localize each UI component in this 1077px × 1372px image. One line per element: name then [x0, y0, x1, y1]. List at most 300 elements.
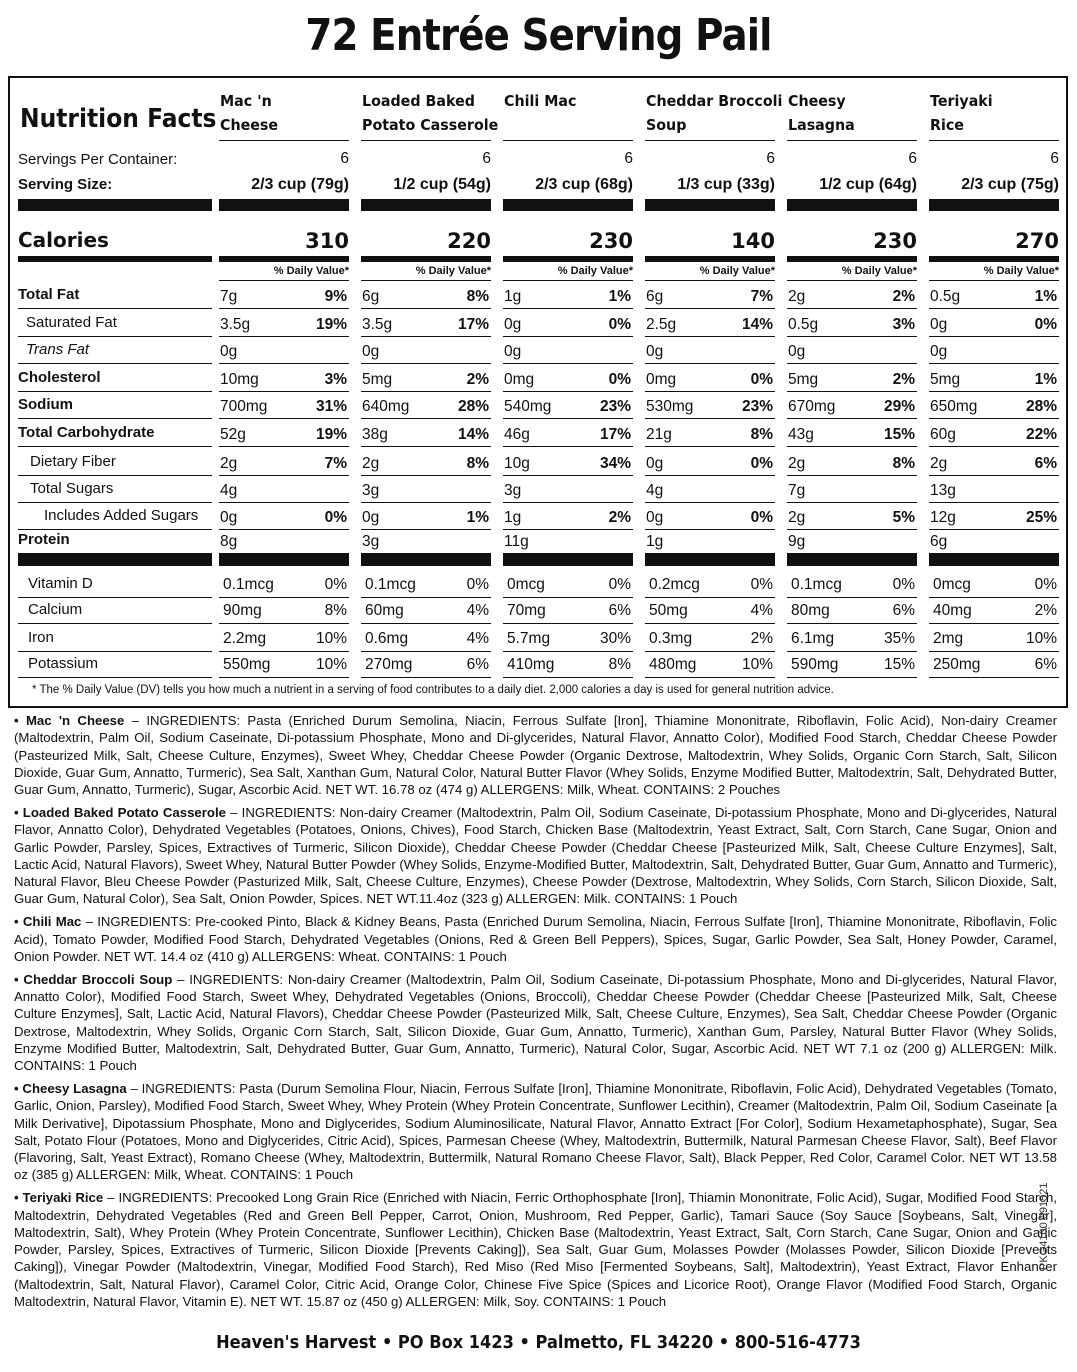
row-divider — [18, 502, 212, 503]
medium-rule — [645, 256, 775, 262]
vitamin-amount: 2mg — [933, 630, 964, 647]
nutrient-amount: 5mg — [930, 371, 961, 388]
ingredient-text: – INGREDIENTS: Pasta (Enriched Durum Semolina, Niacin, Ferrous Sulfate [Iron], Thiamine Mononitrate, Riboflavin, Folic Acid), Non-dairy Creamer (Maltodextrin, Palm Oil, Sodium Caseinate, Di-potassium Phosphate, Mono and Di-glycerides, Natural Flavor, Annatto Color), Modified Food Starch, Cheddar Cheese Powder (Pasteurized Milk, Salt, Cheese Culture, Enzymes), Sweet Whey, Cheddar Cheese Powder (Organic Dextrose, Maltodextrin, Whey Solids, Organic Corn Starch, Salt, Silicon Dioxide, Guar Gum, Annatto, Turmeric), Sea Salt, Xanthan Gum, Natural Color, Natural Butter Flavor (Whey Solids, Enzyme Modified Butter, Maltodextrin, Salt, Dehydrated Butter, Guar Gum, Annatto, Turmeric), Sugar, Ascorbic Acid. NET WT. 16.78 oz (474 g) ALLERGENS: Milk, Wheat. CONTAINS: 2 Pouches — [14, 713, 1057, 798]
nutrient-percent: 28% — [457, 398, 489, 415]
thick-rule — [645, 554, 775, 566]
row-divider — [18, 363, 212, 364]
nutrient-amount: 21g — [646, 426, 672, 443]
vitamin-amount: 550mg — [223, 656, 271, 673]
nutrient-amount: 60g — [930, 426, 956, 443]
thick-rule — [361, 554, 491, 566]
row-divider — [361, 529, 491, 530]
nutrient-percent: 1% — [1034, 371, 1057, 388]
ingredient-product-name: • Cheesy Lasagna — [14, 1080, 127, 1096]
serving-size-value: 1/2 cup (64g) — [819, 176, 917, 193]
vitamin-percent: 2% — [750, 630, 773, 647]
row-divider — [787, 597, 917, 598]
row-divider — [787, 502, 917, 503]
vitamin-amount: 6.1mg — [791, 630, 835, 647]
vitamin-amount: 80mg — [791, 602, 830, 619]
header-rule — [361, 140, 491, 141]
row-divider — [503, 280, 633, 281]
nutrient-percent: 14% — [741, 316, 773, 333]
vitamin-amount: 50mg — [649, 602, 688, 619]
nutrition-facts-heading: Nutrition Facts — [20, 104, 217, 134]
row-divider — [503, 336, 633, 337]
vitamin-amount: 0.3mg — [649, 630, 693, 647]
ingredient-product-name: • Mac 'n Cheese — [14, 713, 125, 728]
servings-value: 6 — [340, 150, 349, 167]
nutrient-amount: 2g — [788, 509, 806, 526]
medium-rule — [787, 256, 917, 262]
thick-rule — [361, 199, 491, 211]
nutrient-percent: 17% — [599, 426, 631, 443]
row-divider — [929, 308, 1059, 309]
vitamin-percent: 0% — [608, 576, 631, 593]
row-divider — [645, 623, 775, 624]
nutrient-amount: 0g — [362, 509, 380, 526]
thick-rule — [787, 554, 917, 566]
row-divider — [361, 280, 491, 281]
nutrient-amount: 700mg — [220, 398, 268, 415]
row-divider — [645, 280, 775, 281]
nutrient-amount: 0g — [930, 316, 948, 333]
vitamin-amount: 60mg — [365, 602, 404, 619]
vitamin-label: Iron — [28, 629, 54, 646]
row-divider — [361, 308, 491, 309]
serving-size-value: 1/3 cup (33g) — [677, 176, 775, 193]
row-divider — [219, 280, 349, 281]
row-divider — [361, 418, 491, 419]
vitamin-amount: 480mg — [649, 656, 697, 673]
nutrient-amount: 0mg — [504, 371, 535, 388]
nutrient-percent: 17% — [457, 316, 489, 333]
nutrient-percent: 23% — [599, 398, 631, 415]
row-divider — [503, 529, 633, 530]
ingredient-text: – INGREDIENTS: Non-dairy Creamer (Maltodextrin, Palm Oil, Sodium Caseinate, Di-potassium Phosphate, Mono and Di-glycerides, Natural Flavor, Annatto Color), Modified Food Starch, Sweet Whey, Dehydrated Vegetables (Onions, Broccoli), Cheddar Cheese Powder (Cheddar Cheese [Pasteurized Milk, Salt, Cheese Culture Enzymes], Salt, Lactic Acid, Natural Flavors), Cheddar Cheese Powder (Pasteurized Milk, Salt, Cheese Culture, Enzymes), Sea Salt, Cheddar Cheese Powder (Organic Dextrose, Maltodextrin, Whey Solids, Organic Corn Starch, Salt, Silicon Dioxide, Guar Gum, Annatto, Turmeric), Xanthan Gum, Parsley, Natural Butter Flavor (Whey Solids, Enzyme Modified Butter, Maltodextrin, Salt, Dehydrated Butter, Guar Gum, Annatto, Turmeric), Natural Color, Sugar, Ascorbic Acid. NET WT 7.1 oz (200 g) ALLERGEN: Milk. CONTAINS: 1 Pouch — [14, 971, 1057, 1074]
row-divider — [645, 308, 775, 309]
thick-rule — [219, 199, 349, 211]
product-name: Lasagna — [788, 116, 855, 134]
nutrient-amount: 0g — [504, 316, 522, 333]
nutrient-amount: 0.5g — [788, 316, 819, 333]
row-divider — [18, 651, 212, 652]
row-divider — [929, 280, 1059, 281]
nutrient-amount: 7g — [788, 482, 806, 499]
vitamin-percent: 0% — [750, 576, 773, 593]
product-name: Rice — [930, 116, 964, 134]
nutrient-label: Total Sugars — [30, 480, 114, 497]
medium-rule — [18, 256, 212, 262]
row-divider — [219, 391, 349, 392]
row-divider — [361, 363, 491, 364]
vitamin-percent: 0% — [1034, 576, 1057, 593]
servings-value: 6 — [1050, 150, 1059, 167]
product-name: Soup — [646, 116, 687, 134]
vitamin-percent: 6% — [892, 602, 915, 619]
row-divider — [361, 336, 491, 337]
row-divider — [645, 418, 775, 419]
nutrient-percent: 23% — [741, 398, 773, 415]
thick-rule — [18, 199, 212, 211]
row-divider — [18, 391, 212, 392]
row-divider — [787, 418, 917, 419]
header-rule — [645, 140, 775, 141]
row-divider — [503, 475, 633, 476]
row-divider — [503, 391, 633, 392]
product-name: Teriyaki — [930, 92, 993, 110]
nutrient-amount: 43g — [788, 426, 814, 443]
nutrient-amount: 0g — [504, 343, 522, 360]
vitamin-amount: 40mg — [933, 602, 972, 619]
nutrient-amount: 530mg — [646, 398, 694, 415]
ingredient-paragraph — [14, 1189, 1057, 1310]
header-rule — [787, 140, 917, 141]
nutrient-percent: 2% — [892, 288, 915, 305]
nutrient-amount: 3g — [362, 533, 380, 550]
nutrient-amount: 1g — [646, 533, 664, 550]
nutrient-amount: 2g — [220, 455, 238, 472]
medium-rule — [219, 256, 349, 262]
nutrient-percent: 8% — [892, 455, 915, 472]
row-divider — [929, 651, 1059, 652]
nutrient-amount: 6g — [362, 288, 380, 305]
row-divider — [787, 336, 917, 337]
nutrient-amount: 3g — [362, 482, 380, 499]
nutrient-percent: 0% — [608, 316, 631, 333]
calories-value: 140 — [731, 229, 775, 253]
vitamin-percent: 8% — [324, 602, 347, 619]
vitamin-amount: 0mcg — [933, 576, 971, 593]
nutrient-amount: 2g — [362, 455, 380, 472]
ingredient-product-name: • Teriyaki Rice — [14, 1190, 104, 1206]
calories-value: 230 — [873, 229, 917, 253]
daily-value-header: % Daily Value* — [699, 265, 775, 277]
nutrient-percent: 0% — [608, 371, 631, 388]
nutrient-percent: 0% — [750, 455, 773, 472]
nutrient-percent: 34% — [599, 455, 631, 472]
vitamin-amount: 70mg — [507, 602, 546, 619]
vitamin-percent: 6% — [608, 602, 631, 619]
vitamin-percent: 4% — [466, 630, 489, 647]
row-divider — [361, 502, 491, 503]
row-divider — [787, 280, 917, 281]
servings-value: 6 — [908, 150, 917, 167]
vitamin-percent: 6% — [1034, 656, 1057, 673]
vitamin-amount: 5.7mg — [507, 630, 551, 647]
nutrient-percent: 7% — [324, 455, 347, 472]
row-divider — [929, 446, 1059, 447]
thick-rule — [503, 199, 633, 211]
nutrient-amount: 11g — [504, 533, 529, 550]
row-divider — [18, 597, 212, 598]
vitamin-percent: 15% — [883, 656, 915, 673]
row-divider — [219, 336, 349, 337]
nutrient-percent: 0% — [750, 509, 773, 526]
row-divider — [503, 651, 633, 652]
nutrient-percent: 19% — [315, 426, 347, 443]
row-divider — [645, 475, 775, 476]
nutrient-percent: 1% — [466, 509, 489, 526]
nutrient-amount: 52g — [220, 426, 246, 443]
nutrient-amount: 0g — [220, 509, 238, 526]
row-divider — [361, 677, 491, 678]
row-divider — [219, 446, 349, 447]
nutrient-percent: 1% — [608, 288, 631, 305]
row-divider — [219, 418, 349, 419]
vitamin-percent: 35% — [883, 630, 915, 647]
thick-rule — [219, 554, 349, 566]
medium-rule — [361, 256, 491, 262]
nutrient-percent: 25% — [1025, 509, 1057, 526]
row-divider — [503, 418, 633, 419]
daily-value-header: % Daily Value* — [983, 265, 1059, 277]
nutrient-amount: 0.5g — [930, 288, 961, 305]
vitamin-amount: 0.6mg — [365, 630, 409, 647]
ingredient-product-name: • Cheddar Broccoli Soup — [14, 971, 173, 987]
servings-value: 6 — [766, 150, 775, 167]
nutrient-amount: 0g — [362, 343, 380, 360]
row-divider — [787, 529, 917, 530]
nutrient-amount: 3.5g — [220, 316, 251, 333]
nutrient-percent: 31% — [315, 398, 347, 415]
vitamin-amount: 410mg — [507, 656, 555, 673]
nutrient-label: Protein — [18, 531, 70, 548]
calories-value: 310 — [305, 229, 349, 253]
nutrient-label: Total Carbohydrate — [18, 424, 155, 441]
daily-value-header: % Daily Value* — [273, 265, 349, 277]
vitamin-label: Potassium — [28, 655, 99, 672]
row-divider — [361, 475, 491, 476]
row-divider — [503, 446, 633, 447]
row-divider — [361, 651, 491, 652]
nutrient-label: Includes Added Sugars — [44, 507, 199, 524]
medium-rule — [503, 256, 633, 262]
vitamin-percent: 10% — [741, 656, 773, 673]
header-rule — [929, 140, 1059, 141]
row-divider — [787, 391, 917, 392]
row-divider — [929, 597, 1059, 598]
nutrient-amount: 7g — [220, 288, 238, 305]
row-divider — [361, 597, 491, 598]
nutrient-percent: 0% — [750, 371, 773, 388]
product-name: Mac 'n — [220, 92, 272, 110]
row-divider — [929, 363, 1059, 364]
nutrient-amount: 2g — [930, 455, 948, 472]
row-divider — [219, 677, 349, 678]
nutrient-amount: 13g — [930, 482, 956, 499]
row-divider — [503, 363, 633, 364]
nutrient-percent: 0% — [1034, 316, 1057, 333]
nutrient-amount: 2g — [788, 288, 806, 305]
nutrient-label: Total Fat — [18, 286, 80, 303]
row-divider — [645, 502, 775, 503]
row-divider — [18, 418, 212, 419]
nutrient-amount: 4g — [220, 482, 238, 499]
row-divider — [503, 308, 633, 309]
nutrient-amount: 0g — [930, 343, 948, 360]
row-divider — [787, 651, 917, 652]
row-divider — [18, 446, 212, 447]
ingredient-product-name: • Loaded Baked Potato Casserole — [14, 804, 226, 820]
vitamin-percent: 0% — [324, 576, 347, 593]
row-divider — [219, 623, 349, 624]
thick-rule — [18, 554, 212, 566]
product-name: Cheddar Broccoli — [646, 92, 783, 110]
row-divider — [787, 677, 917, 678]
nutrient-amount: 10g — [504, 455, 530, 472]
package-code: PKG4100 091521 — [1038, 1182, 1050, 1270]
calories-value: 270 — [1015, 229, 1059, 253]
vitamin-amount: 0mcg — [507, 576, 545, 593]
nutrient-percent: 6% — [1034, 455, 1057, 472]
vitamin-amount: 0.1mcg — [223, 576, 274, 593]
row-divider — [929, 623, 1059, 624]
product-name: Chili Mac — [504, 92, 577, 110]
nutrient-percent: 15% — [883, 426, 915, 443]
nutrient-percent: 8% — [466, 455, 489, 472]
nutrient-percent: 2% — [466, 371, 489, 388]
nutrient-label: Trans Fat — [26, 341, 90, 358]
ingredient-text: – INGREDIENTS: Pre-cooked Pinto, Black & Kidney Beans, Pasta (Enriched Durum Semolina, Niacin, Ferrous Sulfate [Iron], Thiamine Mononitrate, Riboflavin, Folic Acid), Tomato Powder, Modified Food Starch, Dehydrated Vegetables (Onions, Red & Green Bell Peppers), Spices, Sugar, Garlic Powder, Sea Salt, Honey Powder, Caramel, Onion Powder. NET WT. 14.4 oz (410 g) ALLERGENS: Wheat. CONTAINS: 1 Pouch — [14, 914, 1057, 964]
nutrient-amount: 9g — [788, 533, 806, 550]
nutrient-amount: 0g — [646, 509, 664, 526]
row-divider — [787, 363, 917, 364]
row-divider — [503, 677, 633, 678]
vitamin-amount: 0.1mcg — [791, 576, 842, 593]
vitamin-percent: 8% — [608, 656, 631, 673]
row-divider — [645, 529, 775, 530]
vitamin-percent: 4% — [466, 602, 489, 619]
nutrient-amount: 670mg — [788, 398, 836, 415]
ingredient-product-name: • Chili Mac — [14, 914, 82, 930]
nutrient-amount: 2g — [788, 455, 806, 472]
servings-value: 6 — [482, 150, 491, 167]
row-divider — [18, 529, 212, 530]
row-divider — [18, 308, 212, 309]
daily-value-header: % Daily Value* — [415, 265, 491, 277]
row-divider — [18, 336, 212, 337]
row-divider — [929, 502, 1059, 503]
product-name: Cheese — [220, 116, 279, 134]
vitamin-amount: 0.2mcg — [649, 576, 700, 593]
vitamin-percent: 2% — [1034, 602, 1057, 619]
vitamin-amount: 90mg — [223, 602, 262, 619]
nutrient-label: Sodium — [18, 396, 73, 413]
thick-rule — [503, 554, 633, 566]
row-divider — [503, 597, 633, 598]
nutrient-amount: 650mg — [930, 398, 978, 415]
vitamin-percent: 4% — [750, 602, 773, 619]
nutrient-amount: 5mg — [362, 371, 393, 388]
nutrient-percent: 22% — [1025, 426, 1057, 443]
vitamin-percent: 10% — [315, 630, 347, 647]
row-divider — [645, 391, 775, 392]
nutrient-amount: 0g — [646, 455, 664, 472]
row-divider — [645, 677, 775, 678]
nutrient-amount: 0g — [788, 343, 806, 360]
vitamin-amount: 270mg — [365, 656, 413, 673]
ingredient-paragraph — [14, 804, 1057, 908]
ingredient-paragraph — [14, 971, 1057, 1075]
nutrient-amount: 640mg — [362, 398, 410, 415]
row-divider — [361, 623, 491, 624]
nutrient-percent: 3% — [324, 371, 347, 388]
nutrient-amount: 0g — [646, 343, 664, 360]
nutrient-amount: 3g — [504, 482, 522, 499]
nutrient-percent: 0% — [324, 509, 347, 526]
row-divider — [929, 475, 1059, 476]
nutrient-amount: 6g — [646, 288, 664, 305]
product-name: Loaded Baked — [362, 92, 475, 110]
serving-size-value: 2/3 cup (75g) — [961, 176, 1059, 193]
nutrient-amount: 540mg — [504, 398, 552, 415]
row-divider — [645, 651, 775, 652]
nutrient-amount: 0mg — [646, 371, 677, 388]
row-divider — [219, 597, 349, 598]
row-divider — [219, 363, 349, 364]
nutrient-amount: 0g — [220, 343, 238, 360]
company-footer: Heaven's Harvest • PO Box 1423 • Palmetto, FL 34220 • 800-516-4773 — [216, 1332, 861, 1353]
calories-value: 220 — [447, 229, 491, 253]
ingredient-paragraph — [14, 913, 1057, 965]
row-divider — [929, 677, 1059, 678]
row-divider — [18, 623, 212, 624]
nutrient-percent: 5% — [892, 509, 915, 526]
nutrient-label: Cholesterol — [18, 369, 101, 386]
calories-label: Calories — [18, 228, 109, 252]
ingredient-text: – INGREDIENTS: Precooked Long Grain Rice (Enriched with Niacin, Ferric Orthophosphate [Iron], Thiamin Mononitrate, Folic Acid), Sugar, Modified Food Starch, Maltodextrin, Dehydrated Vegetables (Red and Green Bell Pepper, Carrot, Onion, Mushroom, Red Pepper, Garlic), Tamari Sauce (Soy Sauce [Soybeans, Salt, Vinegar], Maltodextrin, Salt), Whey Protein (Whey Protein Concentrate, Sunflower Lecithin), Chicken Base (Maltodextrin, Yeast Extract, Salt, Corn Starch, Cane Sugar, Onion and Garlic Powder, Parsley, Spices, Extractives of Turmeric, Silicon Dioxide [Prevents Caking]), Sea Salt, Guar Gum, Molasses Powder (Molasses Powder, Silicon Dioxide [Prevents Caking]), Vinegar Powder (Maltodextrin, Vinegar, Modified Food Starch), Red Miso (Red Miso [Fermented Soybeans, Salt], Maltodextrin), Yeast Extract, Flavor Enhancer (Maltodextrin, Salt, Natural Flavor), Caramel Color, Citric Acid, Orange Color, Chinese Five Spice (Spices and Licorice Root), Orange Flavor (Modified Food Starch, Organic Maltodextrin, Natural Flavor, Vitamin E). NET WT. 15.87 oz (450 g) ALLERGEN: Milk, Soy. CONTAINS: 1 Pouch — [14, 1190, 1057, 1309]
nutrient-label: Saturated Fat — [26, 314, 117, 331]
row-divider — [18, 475, 212, 476]
nutrient-amount: 5mg — [788, 371, 819, 388]
ingredient-text: – INGREDIENTS: Pasta (Durum Semolina Flour, Niacin, Ferrous Sulfate [Iron], Thiamine Mononitrate, Riboflavin, Folic Acid), Dehydrated Vegetables (Tomato, Garlic, Onion, Parsley), Modified Food Starch, Sweet Whey, Whey Protein (Whey Protein Concentrate, Sunflower Lecithin), Creamer (Maltodextrin, Palm Oil, Sodium Caseinate [a Milk Derivative], Dipotassium Phosphate, Mono and Diglycerides, Sodium Aluminosilicate, Natural Flavor, Annatto Extract [For Color], Sodium Hexametaphosphate), Sugar, Sea Salt, Potato Flour (Potatoes, Mono and Diglycerides, Citric Acid), Spices, Parmesan Cheese (Whey, Maltodextrin, Buttermilk, Natural Parmesan Cheese Flavor, Salt), Beef Flavor (Flavoring, Salt, Yeast Extract), Romano Cheese (Whey, Maltodextrin, Buttermilk, Natural Romano Cheese Flavor, Salt), Black Pepper, Red Color, Caramel Color. NET WT 13.58 oz (385 g) ALLERGEN: Milk, Wheat. CONTAINS: 1 Pouch — [14, 1080, 1057, 1183]
row-divider — [645, 363, 775, 364]
nutrient-percent: 3% — [892, 316, 915, 333]
vitamin-amount: 0.1mcg — [365, 576, 416, 593]
row-divider — [503, 623, 633, 624]
nutrient-amount: 4g — [646, 482, 664, 499]
servings-label: Servings Per Container: — [18, 151, 178, 168]
nutrient-percent: 28% — [1025, 398, 1057, 415]
ingredients-section — [14, 712, 1057, 1316]
row-divider — [361, 391, 491, 392]
row-divider — [361, 446, 491, 447]
row-divider — [645, 446, 775, 447]
nutrient-percent: 1% — [1034, 288, 1057, 305]
row-divider — [929, 418, 1059, 419]
ingredient-paragraph — [14, 1080, 1057, 1184]
nutrient-amount: 12g — [930, 509, 956, 526]
row-divider — [787, 475, 917, 476]
ingredient-paragraph — [14, 712, 1057, 798]
nutrient-amount: 46g — [504, 426, 530, 443]
calories-value: 230 — [589, 229, 633, 253]
nutrient-percent: 9% — [324, 288, 347, 305]
daily-value-header: % Daily Value* — [841, 265, 917, 277]
header-rule — [219, 140, 349, 141]
product-name: Potato Casserole — [362, 116, 499, 134]
servings-value: 6 — [624, 150, 633, 167]
serving-size-value: 2/3 cup (68g) — [535, 176, 633, 193]
nutrient-amount: 3.5g — [362, 316, 393, 333]
nutrient-percent: 19% — [315, 316, 347, 333]
nutrient-percent: 2% — [608, 509, 631, 526]
nutrient-amount: 10mg — [220, 371, 259, 388]
row-divider — [929, 529, 1059, 530]
vitamin-label: Calcium — [28, 601, 83, 618]
vitamin-label: Vitamin D — [28, 575, 93, 592]
